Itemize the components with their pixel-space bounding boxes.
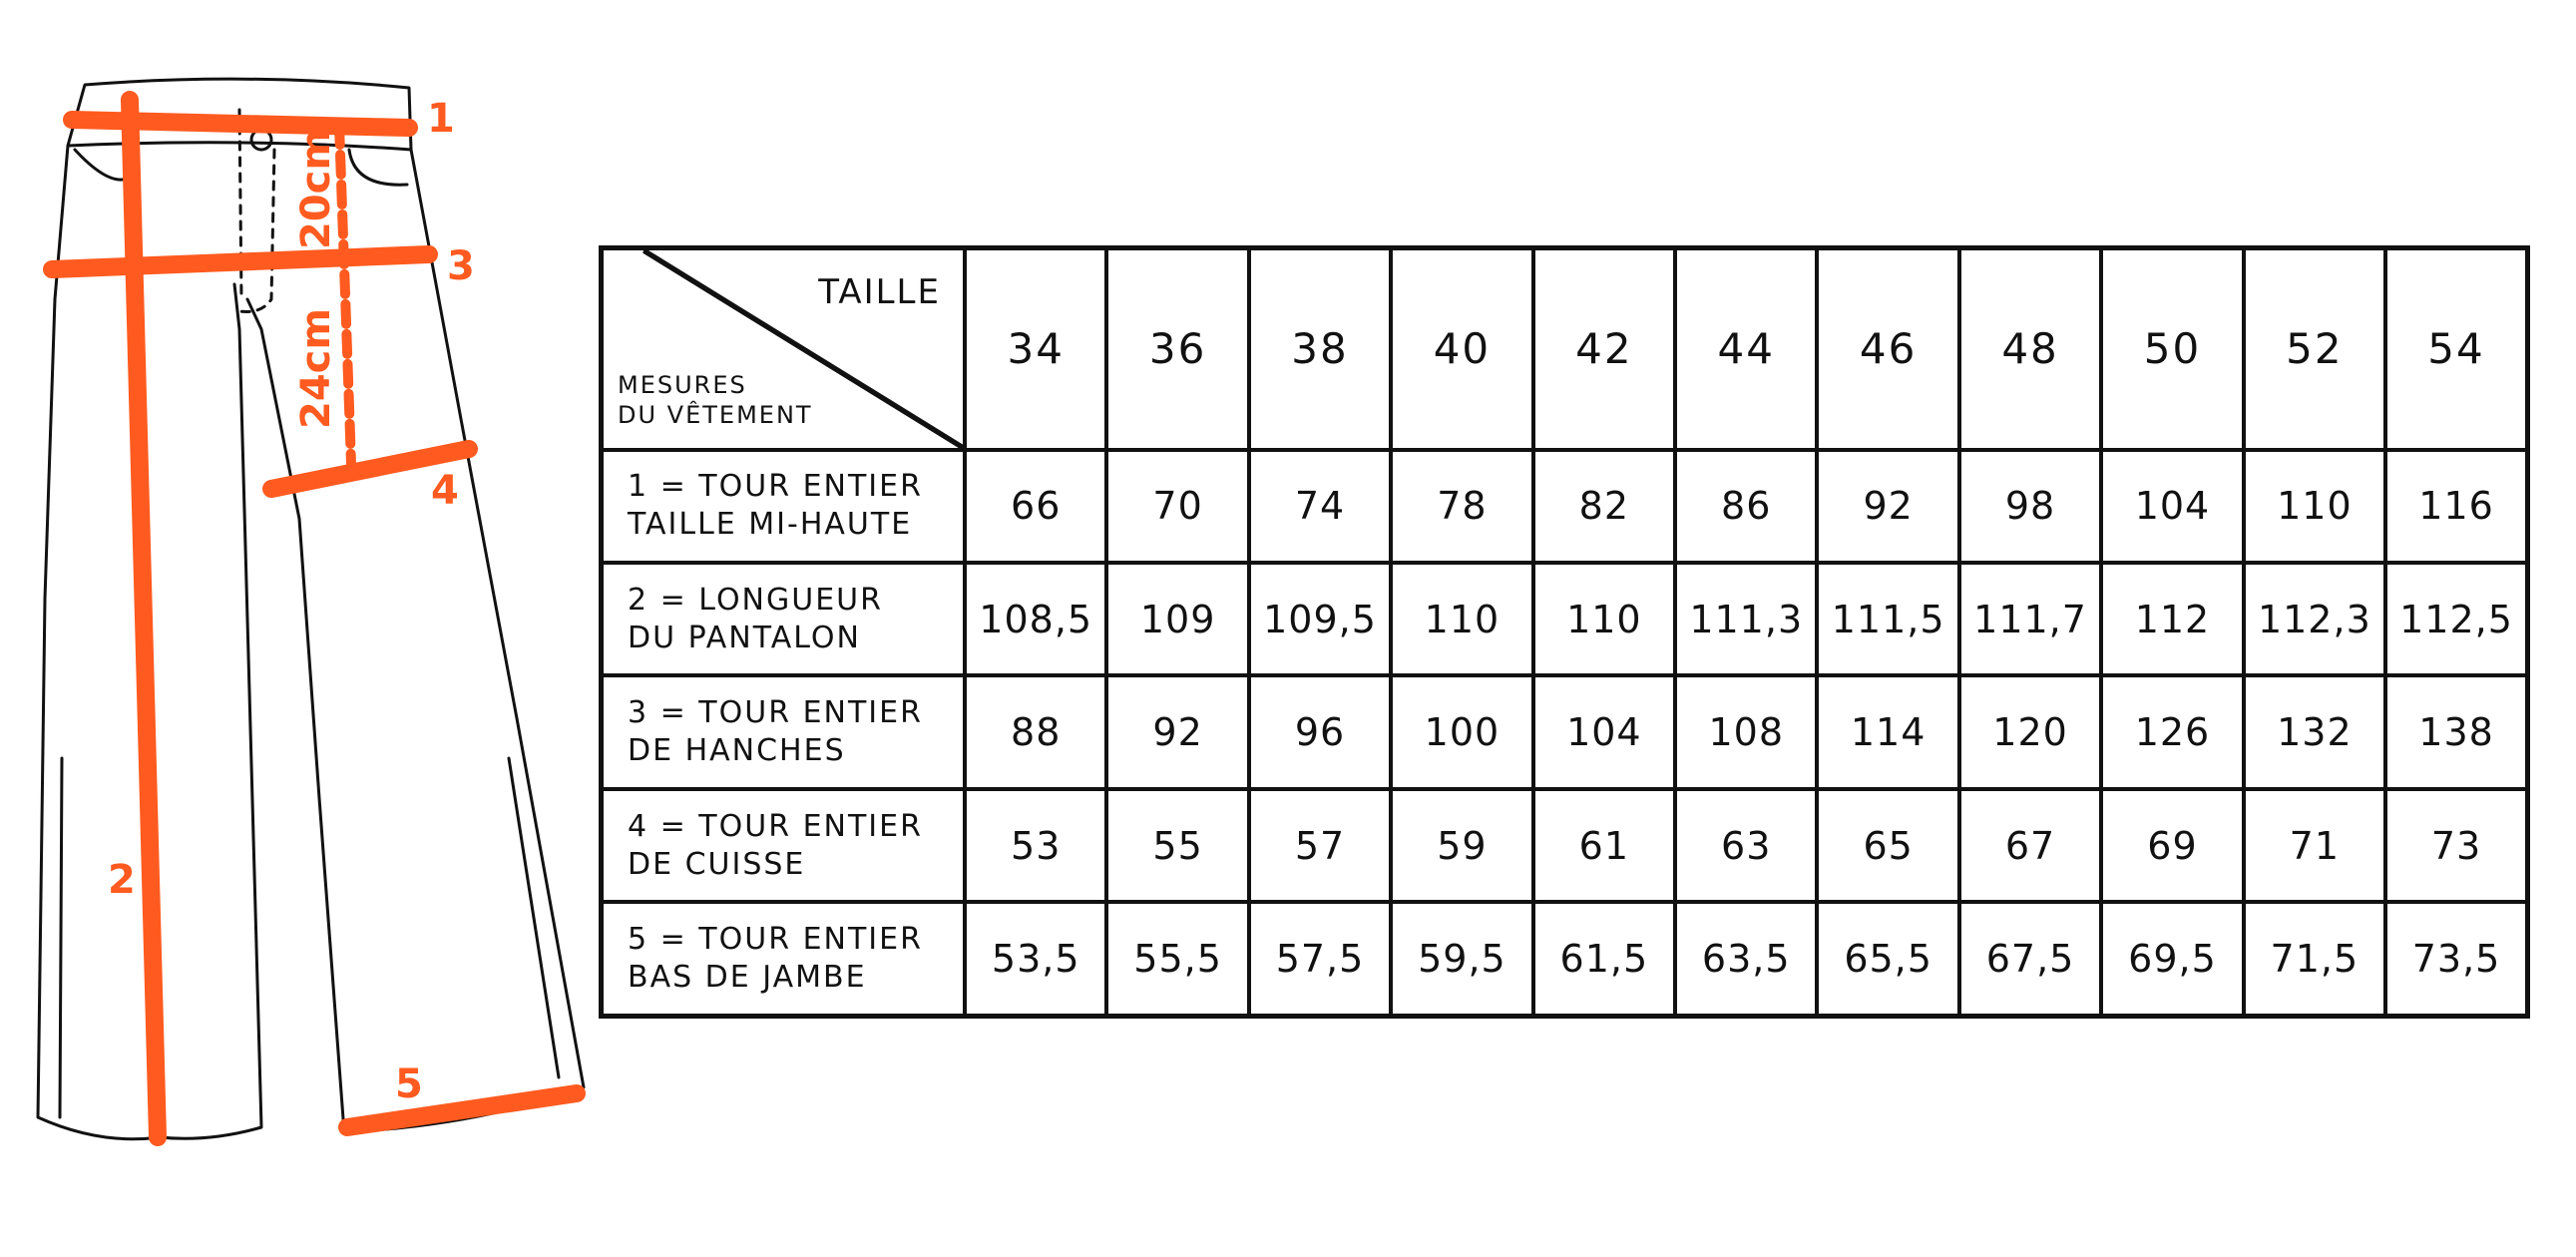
measurement-value: 108,5	[965, 563, 1106, 675]
header-row	[602, 248, 2528, 450]
measurement-value: 69,5	[2101, 902, 2243, 1016]
marker-5: 5	[395, 1061, 423, 1107]
measurement-value: 109	[1106, 563, 1248, 675]
measurement-value: 114	[1817, 675, 1958, 788]
marker-2: 2	[108, 857, 136, 903]
measurement-value: 86	[1675, 450, 1817, 563]
measurement-value: 53	[965, 789, 1106, 902]
measurement-value: 63	[1675, 789, 1817, 902]
measurement-value: 110	[1391, 563, 1532, 675]
measurement-value: 57,5	[1249, 902, 1391, 1016]
trouser-illustration	[0, 0, 609, 1177]
measurement-value: 82	[1533, 450, 1675, 563]
measure-line-2	[130, 100, 158, 1137]
measurement-value: 110	[2244, 450, 2385, 563]
measurement-value: 74	[1249, 450, 1391, 563]
row-label	[602, 902, 966, 1016]
size-col-36: 36	[1106, 248, 1248, 450]
row-label-line2: TAILLE MI-HAUTE	[628, 507, 913, 543]
measurement-value: 55,5	[1106, 902, 1248, 1016]
marker-4: 4	[431, 468, 459, 514]
measurement-value: 98	[1959, 450, 2101, 563]
row-label-line2: DE HANCHES	[628, 733, 846, 769]
measurement-value: 69	[2101, 789, 2243, 902]
measurement-value: 65,5	[1817, 902, 1958, 1016]
measurement-value: 55	[1106, 789, 1248, 902]
row-label	[602, 450, 966, 563]
measurement-value: 112,5	[2385, 563, 2527, 675]
measurement-row	[602, 675, 2528, 788]
measurements-header-line1: MESURES	[618, 370, 747, 399]
row-label-line1: 1 = TOUR ENTIER	[628, 469, 923, 505]
measurement-value: 78	[1391, 450, 1532, 563]
measurement-value: 112,3	[2244, 563, 2385, 675]
size-col-48: 48	[1959, 248, 2101, 450]
row-label-line1: 5 = TOUR ENTIER	[628, 922, 923, 958]
measurement-value: 104	[1533, 675, 1675, 788]
measurement-value: 132	[2244, 675, 2385, 788]
measurement-value: 71,5	[2244, 902, 2385, 1016]
measurement-value: 73,5	[2385, 902, 2527, 1016]
measurement-value: 104	[2101, 450, 2243, 563]
measurement-value: 63,5	[1675, 902, 1817, 1016]
measurement-value: 112	[2101, 563, 2243, 675]
row-label-line2: BAS DE JAMBE	[628, 960, 867, 996]
measurement-value: 67,5	[1959, 902, 2101, 1016]
measurement-row	[602, 450, 2528, 563]
rise-dashed-line	[339, 125, 351, 464]
measurement-value: 67	[1959, 789, 2101, 902]
size-col-40: 40	[1391, 248, 1532, 450]
row-label	[602, 789, 966, 902]
dimension-label-20cm: 20cm	[293, 128, 339, 249]
measurement-value: 92	[1106, 675, 1248, 788]
measurement-value: 116	[2385, 450, 2527, 563]
right-pocket	[349, 150, 407, 185]
measurement-value: 71	[2244, 789, 2385, 902]
row-label-line1: 4 = TOUR ENTIER	[628, 808, 923, 844]
size-col-50: 50	[2101, 248, 2243, 450]
measurement-value: 108	[1675, 675, 1817, 788]
measurement-value: 110	[1533, 563, 1675, 675]
measurement-row	[602, 563, 2528, 675]
size-col-38: 38	[1249, 248, 1391, 450]
marker-1: 1	[427, 96, 455, 142]
marker-3: 3	[447, 243, 475, 289]
measurement-value: 61,5	[1533, 902, 1675, 1016]
measurement-value: 138	[2385, 675, 2527, 788]
measurement-value: 126	[2101, 675, 2243, 788]
measure-line-3	[52, 254, 429, 269]
row-label-line1: 3 = TOUR ENTIER	[628, 695, 923, 731]
measurement-value: 120	[1959, 675, 2101, 788]
measurement-value: 73	[2385, 789, 2527, 902]
measurement-value: 66	[965, 450, 1106, 563]
measurement-value: 59,5	[1391, 902, 1532, 1016]
size-col-44: 44	[1675, 248, 1817, 450]
row-label	[602, 675, 966, 788]
corner-cell	[602, 248, 966, 450]
measurement-row	[602, 902, 2528, 1016]
measurements-header-line2: DU VÊTEMENT	[618, 400, 813, 429]
fly-line	[239, 110, 274, 312]
row-label-line2: DU PANTALON	[628, 620, 861, 655]
measurements-header-label	[618, 370, 813, 430]
left-hem-detail	[60, 758, 62, 1117]
row-label-line1: 2 = LONGUEUR	[628, 582, 883, 618]
measurement-value: 96	[1249, 675, 1391, 788]
right-leg-outline	[247, 150, 584, 1132]
row-label	[602, 563, 966, 675]
measurement-row	[602, 789, 2528, 902]
measurement-value: 111,3	[1675, 563, 1817, 675]
measurement-value: 61	[1533, 789, 1675, 902]
size-col-46: 46	[1817, 248, 1958, 450]
size-header-label: TAILLE	[818, 272, 941, 312]
size-chart-table	[599, 245, 2530, 1019]
row-label-line2: DE CUISSE	[628, 846, 806, 882]
measurement-value: 57	[1249, 789, 1391, 902]
measurement-value: 53,5	[965, 902, 1106, 1016]
size-col-54: 54	[2385, 248, 2527, 450]
size-col-52: 52	[2244, 248, 2385, 450]
measurement-value: 109,5	[1249, 563, 1391, 675]
measurement-value: 88	[965, 675, 1106, 788]
size-col-34: 34	[965, 248, 1106, 450]
measurement-value: 100	[1391, 675, 1532, 788]
measurement-value: 111,7	[1959, 563, 2101, 675]
measurement-value: 111,5	[1817, 563, 1958, 675]
dimension-label-24cm: 24cm	[293, 307, 339, 429]
measurement-value: 65	[1817, 789, 1958, 902]
measure-line-5	[347, 1093, 577, 1127]
size-col-42: 42	[1533, 248, 1675, 450]
measurement-value: 59	[1391, 789, 1532, 902]
measurement-value: 70	[1106, 450, 1248, 563]
measurement-value: 92	[1817, 450, 1958, 563]
